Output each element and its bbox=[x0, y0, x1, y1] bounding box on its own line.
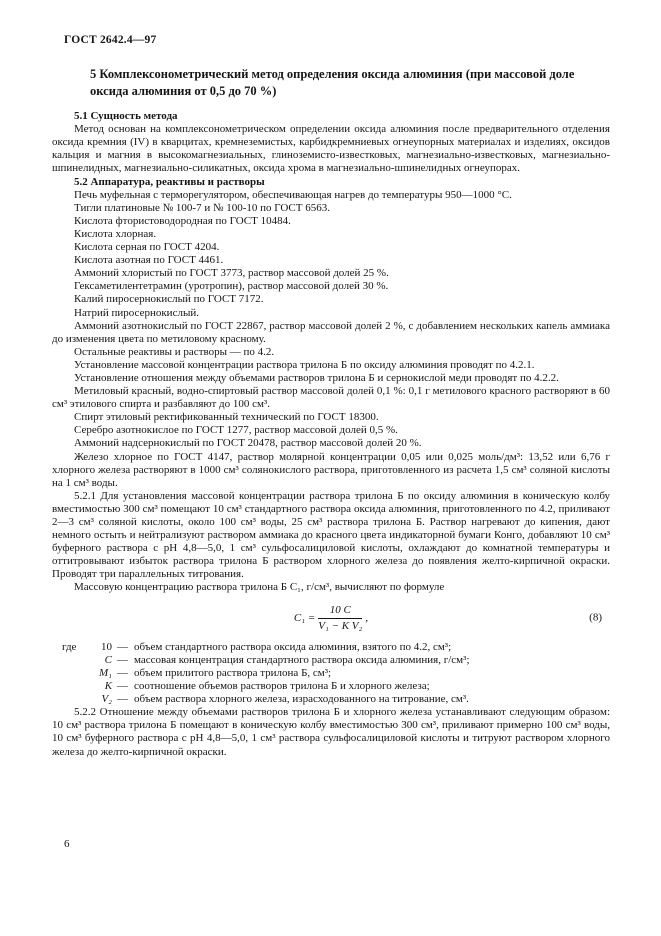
legend-where-label: где bbox=[62, 640, 77, 653]
page-content bbox=[52, 34, 610, 759]
paragraph: Кислота азотная по ГОСТ 4461. bbox=[74, 254, 224, 267]
legend-dash: — bbox=[117, 693, 128, 706]
paragraph: Натрий пиросернокислый. bbox=[74, 306, 199, 319]
page-number: 6 bbox=[64, 838, 70, 850]
fraction-numerator: 10 С bbox=[318, 604, 362, 619]
formula-comma: , bbox=[365, 611, 369, 624]
legend-term: С bbox=[104, 653, 112, 666]
legend-term: 10 bbox=[101, 640, 112, 653]
legend-row bbox=[52, 667, 610, 680]
paragraph: Калий пиросернокислый по ГОСТ 7172. bbox=[74, 293, 264, 306]
paragraph: Метиловый красный, водно-спиртовый раствор массовой долей 0,1 %: 0,1 г метилового красного растворяют в 60 см³ этилового спирта и разбавляют до 100 см³. bbox=[52, 385, 610, 411]
paragraph-5-2-2: 5.2.2 Отношение между объемами растворов трилона Б и хлорного железа устанавливают следующим образом: 10 см³ раствора трилона Б помещают в коническую колбу вместимостью 300 см³, приливают примерно 100 см³ воды, 10 см³ буферного раствора с рН 4,8—5,0, 1 см³ раствора сульфосалициловой кислоты и титруют раствором хлорного железа до желто-кирпичной окраски. bbox=[52, 706, 610, 758]
legend-definition: соотношение объемов растворов трилона Б и хлорного железа; bbox=[134, 680, 430, 693]
paragraph: Кислота хлорная. bbox=[74, 227, 157, 240]
paragraph: Установление отношения между объемами растворов трилона Б и сернокислой меди проводят по 4.2.2. bbox=[74, 371, 559, 384]
legend-term: К bbox=[104, 680, 112, 693]
formula-lhs: С₁ = bbox=[293, 611, 316, 624]
legend-row bbox=[52, 680, 610, 693]
legend-row bbox=[52, 693, 610, 706]
formula-fraction bbox=[318, 604, 362, 633]
legend-dash: — bbox=[117, 653, 128, 666]
paragraph: Печь муфельная с терморегулятором, обеспечивающая нагрев до температуры 950—1000 °С. bbox=[74, 188, 512, 201]
formula-intro: Массовую концентрацию раствора трилона Б С₁, г/см³, вычисляют по формуле bbox=[74, 581, 445, 594]
doc-header: ГОСТ 2642.4—97 bbox=[64, 34, 157, 46]
paragraph: Спирт этиловый ректификованный технический по ГОСТ 18300. bbox=[74, 411, 379, 424]
equation-number: (8) bbox=[589, 611, 602, 624]
legend-row bbox=[52, 641, 610, 654]
legend-dash: — bbox=[117, 640, 128, 653]
legend-definition: массовая концентрация стандартного раствора оксида алюминия, г/см³; bbox=[134, 653, 470, 666]
legend-definition: объем раствора хлорного железа, израсходованного на титрование, см³. bbox=[134, 693, 469, 706]
paragraph: Кислота фтористоводородная по ГОСТ 10484. bbox=[74, 214, 291, 227]
paragraph-5-2-1: 5.2.1 Для установления массовой концентрации раствора трилона Б по оксиду алюминия в коническую колбу вместимостью 300 см³ помещают 10 см³ стандартного раствора оксида алюминия, приготовленного по 4.2, приливают 2—3 см³ соляной кислоты, около 100 см³ воды, 25 см³ раствора трилона Б. Раствор нагревают до кипения, дают немного остыть и нейтрализуют раствором аммиака до красного цвета индикаторной бумаги Конго, добавляют 10 см³ буферного раствора с рН 4,8—5,0, 1 см³ сульфосалициловой кислоты, охлаждают до комнатной температуры и оттитровывают избыток раствора трилона Б раствором хлорного железа до появления желто-кирпичной окраски. Проводят три параллельных титрования. bbox=[52, 489, 610, 581]
paragraph: Аммоний азотнокислый по ГОСТ 22867, раствор массовой долей 2 %, с добавлением нескольких капель аммиака до изменения цвета по метиловому красному. bbox=[52, 319, 610, 345]
legend-dash: — bbox=[117, 666, 128, 679]
paragraph: Гексаметилентетрамин (уротропин), раствор массовой долей 30 %. bbox=[74, 280, 389, 293]
subsection-5-1-heading: 5.1 Сущность метода bbox=[74, 110, 178, 123]
legend-row bbox=[52, 654, 610, 667]
paragraph: Железо хлорное по ГОСТ 4147, раствор молярной концентрации 0,05 или 0,025 моль/дм³: 13,52 или 6,76 г хлорного железа растворяют в 1000 см³ солянокислого раствора, приготовленного из расчета 1,5 см³ соляной кислоты на 1 см³ воды. bbox=[52, 450, 610, 489]
paragraph: Установление массовой концентрации раствора трилона Б по оксиду алюминия проводят по 4.2.1. bbox=[74, 358, 535, 371]
paragraph: Аммоний надсернокислый по ГОСТ 20478, раствор массовой долей 20 %. bbox=[74, 437, 422, 450]
paragraph: Серебро азотнокислое по ГОСТ 1277, раствор массовой долей 0,5 %. bbox=[74, 424, 398, 437]
paragraph: Тигли платиновые № 100-7 и № 100-10 по ГОСТ 6563. bbox=[74, 201, 330, 214]
paragraph: Остальные реактивы и растворы — по 4.2. bbox=[74, 345, 275, 358]
subsection-5-2-heading: 5.2 Аппаратура, реактивы и растворы bbox=[74, 175, 265, 188]
paragraph: Аммоний хлористый по ГОСТ 3773, раствор массовой долей 25 %. bbox=[74, 267, 389, 280]
legend-term: М₁ bbox=[99, 666, 112, 679]
legend-definition: объем стандартного раствора оксида алюминия, взятого по 4.2, см³; bbox=[134, 640, 452, 653]
legend-dash: — bbox=[117, 680, 128, 693]
legend-definition: объем прилитого раствора трилона Б, см³; bbox=[134, 666, 332, 679]
paragraph: Кислота серная по ГОСТ 4204. bbox=[74, 241, 220, 254]
paragraph: Метод основан на комплексонометрическом определении оксида алюминия после предварительного отделения оксида кремния (IV) в кварцитах, кремнеземистых, карбидкремниевых огнеупорных материалах и изделиях, оксидов кальция и магния в высокомагнезиальных, глиноземисто-известковых, магнезиально-известковых, магнезиально-шпинелидных, магнезиально-силикатных, оксида хрома в магнезиально-шпинелидных огнеупорах. bbox=[52, 123, 610, 175]
formula-8 bbox=[52, 604, 610, 633]
formula-legend bbox=[52, 641, 610, 706]
section-5-title: 5 Комплексонометрический метод определения оксида алюминия (при массовой доле оксида алюминия от 0,5 до 70 %) bbox=[90, 67, 575, 98]
legend-term: V₂ bbox=[101, 693, 112, 706]
fraction-denominator: V₁ − К V₂ bbox=[318, 619, 363, 632]
